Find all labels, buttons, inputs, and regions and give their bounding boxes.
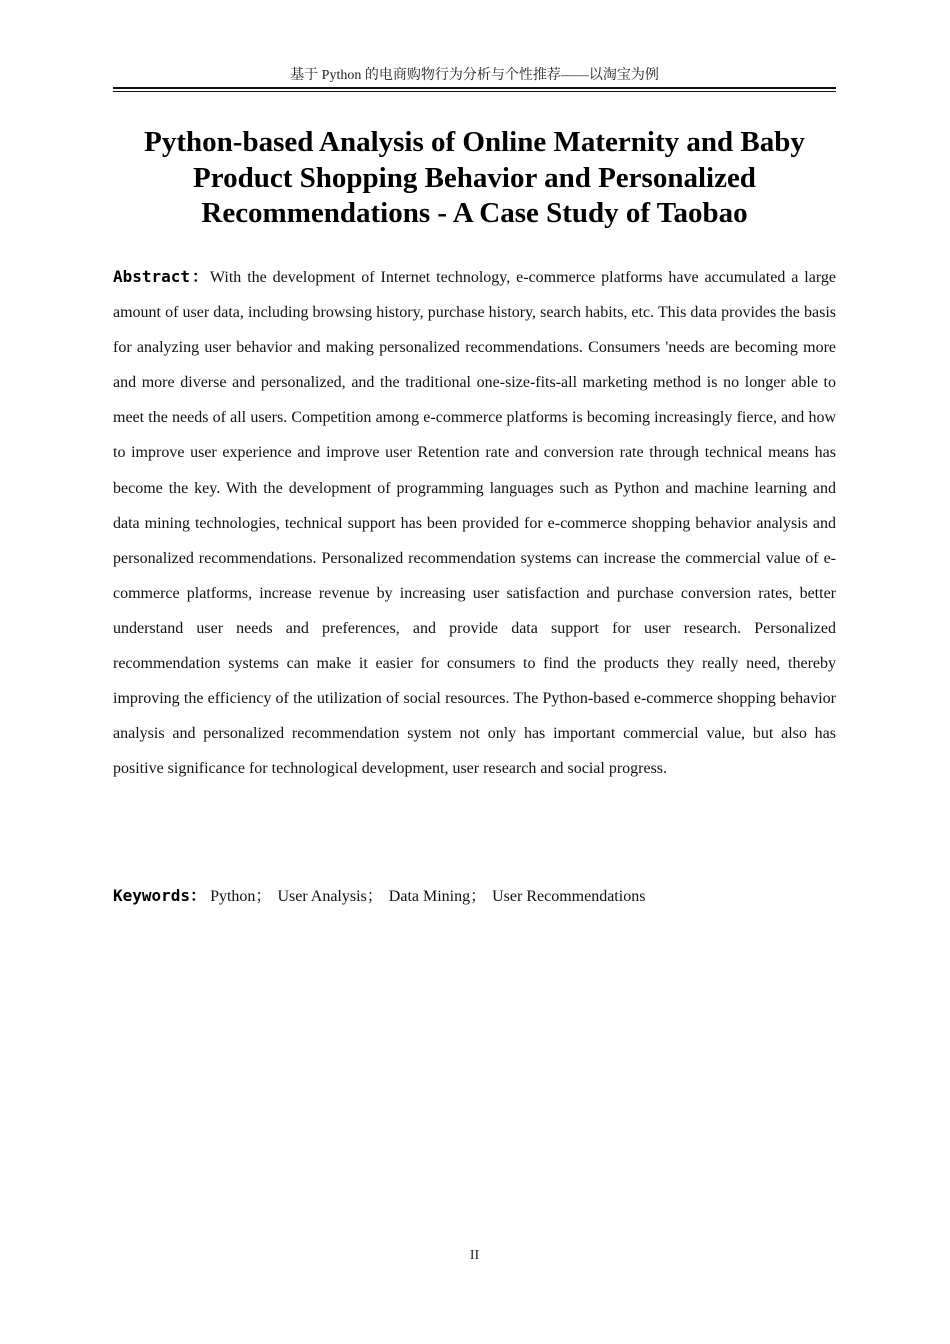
keyword-separator: ；	[366, 888, 383, 905]
keyword-item: Data Mining	[388, 888, 471, 905]
keyword-separator: ；	[255, 888, 272, 905]
keyword-item: User Recommendations	[492, 888, 646, 905]
keywords-label: Keywords：	[113, 886, 207, 905]
abstract-label: Abstract：	[113, 267, 210, 286]
paper-title: Python-based Analysis of Online Maternity and Baby Product Shopping Behavior and Personalized Recommendations - A Case Study of Taobao	[144, 126, 805, 229]
header-rule	[113, 87, 836, 92]
page-number: II	[469, 1248, 480, 1263]
keywords-line	[113, 878, 836, 914]
running-header: 基于 Python 的电商购物行为分析与个性推荐——以淘宝为例	[290, 68, 659, 83]
keyword-item: Python	[210, 888, 256, 905]
abstract-text: With the development of Internet technology, e-commerce platforms have accumulated a large amount of user data, including browsing history, purchase history, search habits, etc. This data provides the basis for analyzing user behavior and making personalized recommendations. Consumers 'needs are becoming more and more diverse and personalized, and the traditional one-size-fits-all marketing method is no longer able to meet the needs of all users. Competition among e-commerce platforms is becoming increasingly fierce, and how to improve user experience and improve user Retention rate and conversion rate through technical means has become the key. With the development of programming languages such as Python and machine learning and data mining technologies, technical support has been provided for e-commerce shopping behavior analysis and personalized recommendations. Personalized recommendation systems can increase the commercial value of e-commerce platforms, increase revenue by increasing user satisfaction and purchase conversion rates, better understand user needs and preferences, and provide data support for user research. Personalized recommendation systems can make it easier for consumers to find the products they really need, thereby improving the efficiency of the utilization of social resources. The Python-based e-commerce shopping behavior analysis and personalized recommendation system not only has important commercial value, but also has positive significance for technological development, user research and social progress.	[113, 269, 836, 778]
abstract-paragraph	[113, 259, 836, 786]
keyword-item: User Analysis	[277, 888, 367, 905]
keyword-separator: ；	[470, 888, 487, 905]
